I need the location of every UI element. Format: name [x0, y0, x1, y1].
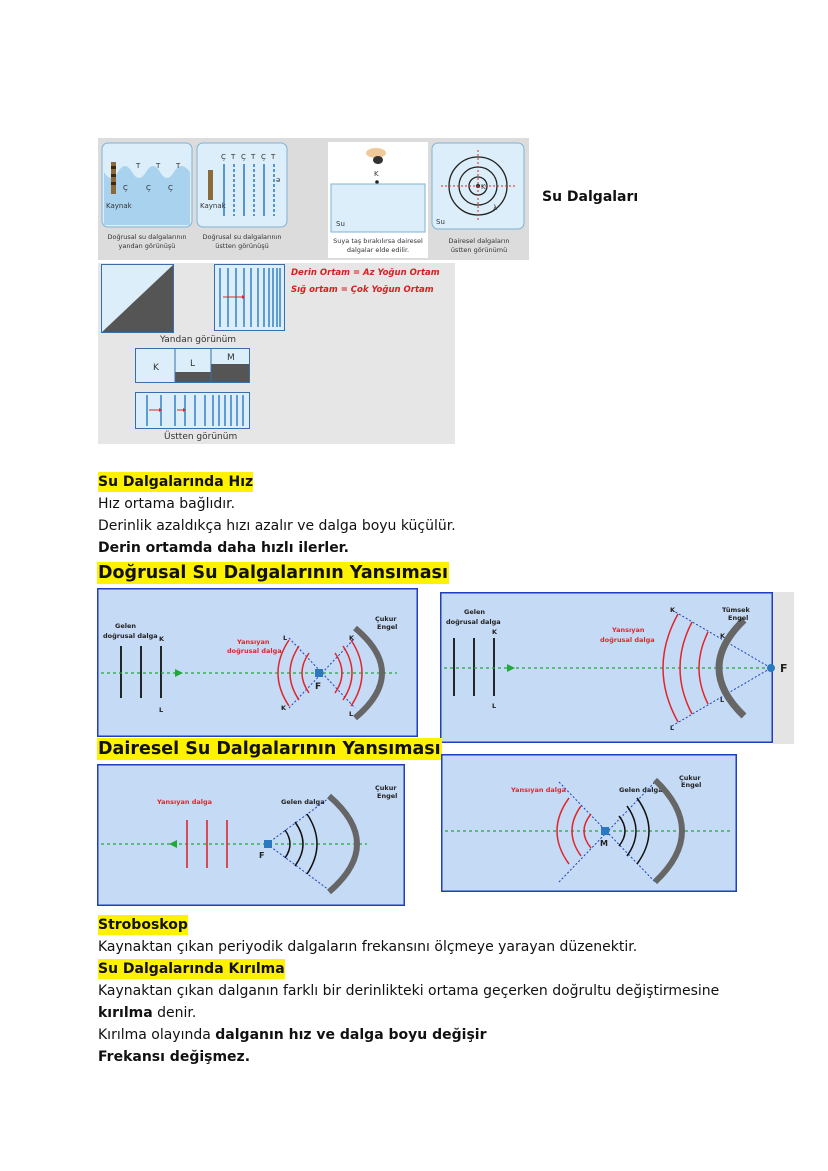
refraction-line-1: Kaynaktan çıkan dalganın farklı bir derinlikteki ortama geçerken doğrultu değiştirmesine: [98, 983, 720, 999]
refraction-line-2-rest: denir.: [152, 1005, 197, 1021]
stroboscope-heading: Stroboskop: [98, 917, 188, 933]
stone-drop-figure: [328, 142, 428, 258]
refraction-heading: Su Dalgalarında Kırılma: [98, 961, 285, 977]
intro-title: Su Dalgaları: [542, 189, 639, 205]
depth-steps-side: [135, 348, 251, 384]
speed-bold-line: Derin ortamda daha hızlı ilerler.: [98, 540, 349, 556]
l-label: L: [159, 706, 164, 714]
region-label: K: [153, 363, 159, 373]
barrier-label: Engel: [681, 781, 702, 789]
circular-reflection-focus-diagram: [97, 764, 405, 906]
water-label: Su: [436, 218, 445, 226]
refraction-line-3-start: Kırılma olayında: [98, 1027, 216, 1043]
depth-steps-top: [135, 392, 251, 430]
reflected-label: Yansıyan: [612, 626, 645, 634]
l-label: L: [492, 702, 497, 710]
region-label: L: [190, 359, 196, 369]
caption-line: üstten görünümü: [450, 246, 508, 254]
speed-heading: Su Dalgalarında Hız: [98, 474, 254, 490]
circular-reflection-center-diagram: [441, 754, 737, 892]
wave-label: T: [231, 153, 236, 161]
region-label: M: [227, 353, 235, 363]
wavelength-label: λ: [493, 204, 498, 212]
k-label: K: [159, 635, 165, 643]
incoming-label: Gelen dalga: [281, 798, 325, 806]
depth-wedge-top: [214, 264, 286, 332]
refraction-line-4: Frekansı değişmez.: [98, 1049, 251, 1065]
source-label: Kaynak: [200, 202, 226, 210]
k-label: K: [349, 634, 355, 642]
top-view-label: Üstten görünüm: [164, 432, 238, 442]
focus-label: F: [315, 682, 322, 692]
l-label: L: [349, 710, 354, 718]
caption-line: dalgalar elde edilir.: [346, 246, 410, 254]
caption-line: Suya taş bırakılırsa dairesel: [333, 237, 423, 245]
speed-line: Derinlik azaldıkça hızı azalır ve dalga boyu küçülür.: [98, 518, 456, 534]
side-view-label: Yandan görünüm: [160, 335, 237, 345]
barrier-label: Tümsek: [722, 606, 750, 614]
barrier-label: Engel: [728, 614, 749, 622]
trough-label: Ç: [168, 184, 173, 192]
barrier-label: Çukur: [375, 615, 397, 623]
circular-reflection-heading: Dairesel Su Dalgalarının Yansıması: [98, 739, 441, 759]
l-label: L: [720, 696, 725, 704]
circular-top-view-figure: [431, 142, 527, 258]
center-label: M: [600, 839, 608, 848]
barrier-label: Engel: [377, 623, 398, 631]
wave-label: Ç: [261, 153, 266, 161]
incoming-label: Gelen: [464, 608, 486, 616]
l-label: L: [283, 634, 288, 642]
note-deep: Derin Ortam = Az Yoğun Ortam: [291, 268, 440, 278]
source-label: Kaynak: [106, 202, 132, 210]
k-label: K: [720, 632, 726, 640]
linear-reflection-convex-diagram: [440, 592, 794, 744]
wave-label: T: [251, 153, 256, 161]
incoming-label: Gelen dalga: [619, 786, 663, 794]
refraction-line-2: [98, 1003, 196, 1023]
l-label: L: [670, 724, 675, 732]
depth-notes: [289, 264, 459, 298]
linear-top-view-figure: [196, 142, 288, 256]
point-label: K: [374, 170, 379, 178]
stroboscope-text: Kaynaktan çıkan periyodik dalgaların frekansını ölçmeye yarayan düzenektir.: [98, 939, 638, 955]
wave-label: Ç: [241, 153, 246, 161]
trough-label: Ç: [123, 184, 128, 192]
incoming-label: doğrusal dalga: [103, 632, 158, 640]
caption-line: üstten görünüşü: [215, 242, 269, 250]
refraction-term: kırılma: [98, 1005, 153, 1021]
note-shallow: Sığ ortam = Çok Yoğun Ortam: [291, 285, 434, 295]
k-label: K: [281, 704, 287, 712]
depth-wedge-side: [101, 264, 175, 334]
reflected-label: Yansıyan dalga: [511, 786, 567, 794]
trough-label: Ç: [146, 184, 151, 192]
caption-line: Dairesel dalgaların: [448, 237, 510, 245]
linear-side-view-figure: [101, 142, 193, 256]
wave-label: Ç: [221, 153, 226, 161]
reflected-label: Yansıyan dalga: [157, 798, 213, 806]
crest-label: T: [176, 162, 181, 170]
barrier-label: Çukur: [375, 784, 397, 792]
crest-label: T: [156, 162, 161, 170]
barrier-label: Çukur: [679, 774, 701, 782]
speed-line: Hız ortama bağlıdır.: [98, 496, 236, 512]
incoming-label: doğrusal dalga: [446, 618, 501, 626]
wave-label: T: [271, 153, 276, 161]
crest-label: T: [136, 162, 141, 170]
water-label: Su: [336, 220, 345, 228]
barrier-label: Engel: [377, 792, 398, 800]
reflected-label: Yansıyan: [237, 638, 270, 646]
focus-label: F: [259, 851, 265, 860]
incoming-label: Gelen: [115, 622, 137, 630]
reflected-label: doğrusal dalga: [600, 636, 655, 644]
caption-line: yandan görünüşü: [118, 242, 176, 250]
linear-reflection-heading: Doğrusal Su Dalgalarının Yansıması: [98, 563, 448, 583]
caption-line: Doğrusal su dalgalarının: [107, 233, 187, 241]
k-label: K: [492, 628, 498, 636]
reflected-label: doğrusal dalga: [227, 647, 282, 655]
wavelength-label: ə: [276, 176, 281, 184]
linear-reflection-concave-diagram: [97, 588, 418, 737]
center-label: K: [481, 183, 486, 191]
k-label: K: [670, 606, 676, 614]
refraction-line-3-bold: dalganın hız ve dalga boyu değişir: [215, 1027, 487, 1043]
caption-line: Doğrusal su dalgalarının: [202, 233, 282, 241]
focus-label: F: [780, 662, 788, 675]
refraction-line-3: [98, 1025, 487, 1045]
